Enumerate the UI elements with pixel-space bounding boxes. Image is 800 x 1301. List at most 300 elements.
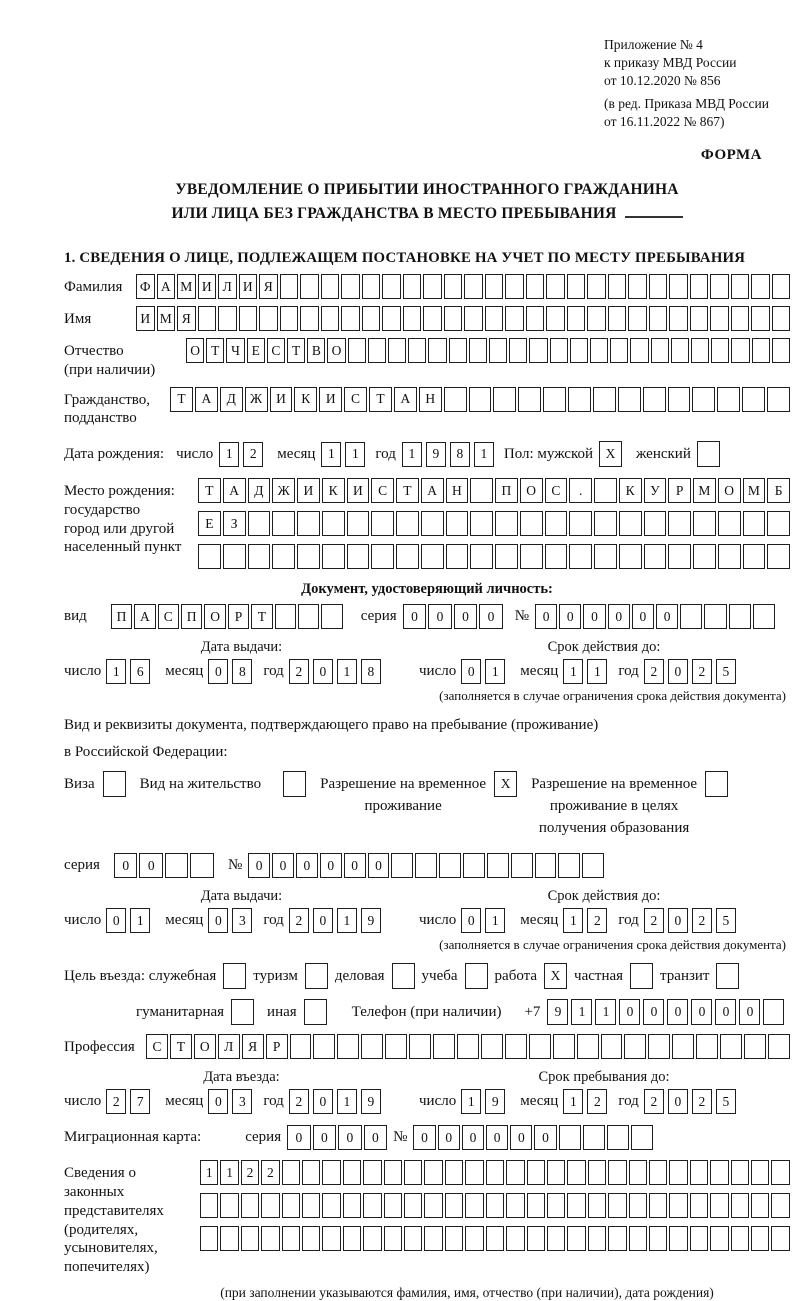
char-box[interactable]	[608, 306, 627, 331]
char-box[interactable]: 0	[296, 853, 318, 878]
char-box[interactable]	[649, 1160, 667, 1185]
phone-input[interactable]	[547, 999, 784, 1025]
char-box[interactable]	[408, 338, 426, 363]
char-box[interactable]	[464, 274, 483, 299]
char-box[interactable]	[520, 544, 543, 569]
stay-month-input[interactable]	[563, 1089, 607, 1114]
char-box[interactable]	[772, 338, 790, 363]
residence-expiry-month-input[interactable]	[563, 908, 607, 933]
char-box[interactable]: А	[394, 387, 417, 412]
char-box[interactable]: И	[198, 274, 217, 299]
char-box[interactable]: Т	[369, 387, 392, 412]
doc-expiry-year-input[interactable]	[644, 659, 736, 684]
mc-number-input[interactable]	[413, 1125, 653, 1150]
char-box[interactable]	[543, 387, 566, 412]
char-box[interactable]	[198, 544, 221, 569]
char-box[interactable]: 0	[535, 604, 557, 629]
char-box[interactable]	[619, 544, 642, 569]
char-box[interactable]	[382, 306, 401, 331]
char-box[interactable]	[275, 604, 296, 629]
char-box[interactable]	[628, 274, 647, 299]
char-box[interactable]	[362, 274, 381, 299]
char-box[interactable]	[610, 338, 628, 363]
char-box[interactable]: Т	[170, 1034, 192, 1059]
char-box[interactable]: С	[158, 604, 179, 629]
char-box[interactable]: К	[322, 478, 345, 503]
char-box[interactable]	[692, 387, 715, 412]
char-box[interactable]: 0	[479, 604, 503, 629]
representatives-line3-input[interactable]	[200, 1226, 790, 1251]
char-box[interactable]: 0	[510, 1125, 532, 1150]
birth-year-input[interactable]	[402, 442, 494, 467]
char-box[interactable]: X	[599, 441, 622, 467]
char-box[interactable]: 0	[313, 908, 333, 933]
char-box[interactable]	[424, 1226, 442, 1251]
char-box[interactable]	[322, 1226, 340, 1251]
char-box[interactable]	[280, 306, 299, 331]
char-box[interactable]	[527, 1160, 545, 1185]
visa-checkbox[interactable]	[103, 771, 126, 797]
char-box[interactable]: Т	[198, 478, 221, 503]
char-box[interactable]	[582, 853, 604, 878]
char-box[interactable]	[569, 511, 592, 536]
char-box[interactable]	[190, 853, 214, 878]
char-box[interactable]	[223, 544, 246, 569]
char-box[interactable]	[469, 338, 487, 363]
char-box[interactable]	[421, 511, 444, 536]
char-box[interactable]: И	[270, 387, 293, 412]
char-box[interactable]	[690, 274, 709, 299]
char-box[interactable]: Н	[446, 478, 469, 503]
char-box[interactable]	[743, 511, 766, 536]
char-box[interactable]	[220, 1226, 238, 1251]
char-box[interactable]	[283, 771, 306, 797]
char-box[interactable]: 9	[426, 442, 446, 467]
char-box[interactable]	[618, 387, 641, 412]
char-box[interactable]: 0	[344, 853, 366, 878]
char-box[interactable]: 5	[716, 908, 736, 933]
char-box[interactable]	[433, 1034, 455, 1059]
char-box[interactable]	[669, 1226, 687, 1251]
char-box[interactable]	[567, 306, 586, 331]
char-box[interactable]	[444, 387, 467, 412]
char-box[interactable]: К	[619, 478, 642, 503]
char-box[interactable]: Т	[170, 387, 193, 412]
char-box[interactable]	[469, 387, 492, 412]
edu-permit-checkbox[interactable]	[705, 771, 728, 797]
char-box[interactable]	[321, 306, 340, 331]
char-box[interactable]	[506, 1160, 524, 1185]
citizenship-input[interactable]	[170, 387, 790, 412]
char-box[interactable]: Я	[177, 306, 196, 331]
char-box[interactable]	[421, 544, 444, 569]
profession-input[interactable]	[146, 1034, 790, 1059]
char-box[interactable]	[771, 1226, 789, 1251]
char-box[interactable]	[649, 306, 668, 331]
char-box[interactable]	[464, 306, 483, 331]
char-box[interactable]: О	[204, 604, 225, 629]
char-box[interactable]	[772, 274, 791, 299]
char-box[interactable]: 0	[272, 853, 294, 878]
char-box[interactable]: 0	[559, 604, 581, 629]
char-box[interactable]	[631, 1125, 653, 1150]
char-box[interactable]: П	[111, 604, 132, 629]
char-box[interactable]: 1	[563, 659, 583, 684]
char-box[interactable]: 1	[563, 908, 583, 933]
char-box[interactable]	[731, 338, 749, 363]
char-box[interactable]: Д	[220, 387, 243, 412]
char-box[interactable]	[220, 1193, 238, 1218]
char-box[interactable]	[619, 511, 642, 536]
char-box[interactable]: Л	[218, 274, 237, 299]
char-box[interactable]	[506, 1193, 524, 1218]
char-box[interactable]	[601, 1034, 623, 1059]
char-box[interactable]: 1	[474, 442, 494, 467]
char-box[interactable]	[649, 1193, 667, 1218]
doc-number-input[interactable]	[535, 604, 775, 629]
char-box[interactable]: 1	[345, 442, 365, 467]
char-box[interactable]	[298, 604, 319, 629]
char-box[interactable]: Р	[266, 1034, 288, 1059]
char-box[interactable]: 1	[321, 442, 341, 467]
residence-expiry-day-input[interactable]	[461, 908, 505, 933]
char-box[interactable]: Л	[218, 1034, 240, 1059]
char-box[interactable]	[690, 1193, 708, 1218]
char-box[interactable]: 0	[534, 1125, 556, 1150]
char-box[interactable]: 3	[232, 908, 252, 933]
char-box[interactable]: 0	[643, 999, 664, 1025]
char-box[interactable]	[239, 306, 258, 331]
char-box[interactable]	[693, 511, 716, 536]
char-box[interactable]: 0	[106, 908, 126, 933]
char-box[interactable]	[767, 511, 790, 536]
char-box[interactable]: Т	[251, 604, 272, 629]
char-box[interactable]: 2	[289, 908, 309, 933]
char-box[interactable]	[550, 338, 568, 363]
char-box[interactable]	[731, 306, 750, 331]
char-box[interactable]	[465, 963, 488, 989]
char-box[interactable]: 1	[337, 1089, 357, 1114]
char-box[interactable]: 2	[106, 1089, 126, 1114]
char-box[interactable]: А	[157, 274, 176, 299]
char-box[interactable]	[322, 511, 345, 536]
char-box[interactable]: Б	[767, 478, 790, 503]
char-box[interactable]	[718, 511, 741, 536]
char-box[interactable]	[742, 387, 765, 412]
char-box[interactable]	[465, 1226, 483, 1251]
doc-series-input[interactable]	[403, 604, 503, 629]
char-box[interactable]	[343, 1160, 361, 1185]
char-box[interactable]: Р	[228, 604, 249, 629]
char-box[interactable]	[261, 1193, 279, 1218]
representatives-line2-input[interactable]	[200, 1193, 790, 1218]
residence-issue-day-input[interactable]	[106, 908, 150, 933]
char-box[interactable]	[731, 1226, 749, 1251]
char-box[interactable]: 1	[485, 908, 505, 933]
char-box[interactable]	[321, 274, 340, 299]
char-box[interactable]: 0	[715, 999, 736, 1025]
char-box[interactable]	[505, 1034, 527, 1059]
char-box[interactable]: 1	[219, 442, 239, 467]
char-box[interactable]: 9	[361, 1089, 381, 1114]
char-box[interactable]	[690, 1160, 708, 1185]
char-box[interactable]: 0	[668, 908, 688, 933]
char-box[interactable]: 1	[587, 659, 607, 684]
char-box[interactable]	[404, 1160, 422, 1185]
char-box[interactable]	[753, 604, 775, 629]
char-box[interactable]	[587, 274, 606, 299]
char-box[interactable]: 8	[361, 659, 381, 684]
char-box[interactable]	[590, 338, 608, 363]
char-box[interactable]	[198, 306, 217, 331]
char-box[interactable]	[481, 1034, 503, 1059]
char-box[interactable]	[711, 338, 729, 363]
char-box[interactable]	[668, 511, 691, 536]
char-box[interactable]: 1	[461, 1089, 481, 1114]
char-box[interactable]: Н	[419, 387, 442, 412]
char-box[interactable]	[710, 1160, 728, 1185]
char-box[interactable]	[465, 1160, 483, 1185]
char-box[interactable]	[347, 511, 370, 536]
char-box[interactable]	[404, 1193, 422, 1218]
char-box[interactable]: 0	[583, 604, 605, 629]
char-box[interactable]: 0	[139, 853, 163, 878]
char-box[interactable]: 2	[644, 908, 664, 933]
char-box[interactable]	[297, 511, 320, 536]
char-box[interactable]: 0	[313, 659, 333, 684]
char-box[interactable]	[343, 1226, 361, 1251]
char-box[interactable]	[767, 544, 790, 569]
char-box[interactable]	[594, 511, 617, 536]
char-box[interactable]	[465, 1193, 483, 1218]
char-box[interactable]	[669, 306, 688, 331]
char-box[interactable]	[568, 387, 591, 412]
char-box[interactable]: 2	[644, 659, 664, 684]
char-box[interactable]	[493, 387, 516, 412]
char-box[interactable]	[388, 338, 406, 363]
char-box[interactable]: М	[177, 274, 196, 299]
char-box[interactable]	[486, 1160, 504, 1185]
char-box[interactable]	[720, 1034, 742, 1059]
char-box[interactable]	[470, 478, 493, 503]
char-box[interactable]	[445, 1193, 463, 1218]
char-box[interactable]	[439, 853, 461, 878]
char-box[interactable]: .	[569, 478, 592, 503]
char-box[interactable]: 8	[232, 659, 252, 684]
char-box[interactable]: 1	[337, 908, 357, 933]
char-box[interactable]	[384, 1226, 402, 1251]
char-box[interactable]: 0	[364, 1125, 388, 1150]
char-box[interactable]	[103, 771, 126, 797]
char-box[interactable]	[445, 1160, 463, 1185]
char-box[interactable]: 5	[716, 1089, 736, 1114]
doc-expiry-day-input[interactable]	[461, 659, 505, 684]
char-box[interactable]	[403, 306, 422, 331]
char-box[interactable]	[384, 1160, 402, 1185]
char-box[interactable]	[449, 338, 467, 363]
char-box[interactable]: 1	[106, 659, 126, 684]
char-box[interactable]	[588, 1160, 606, 1185]
char-box[interactable]	[672, 1034, 694, 1059]
char-box[interactable]	[337, 1034, 359, 1059]
char-box[interactable]	[529, 1034, 551, 1059]
residence-number-input[interactable]	[248, 853, 604, 878]
char-box[interactable]: 6	[130, 659, 150, 684]
char-box[interactable]	[404, 1226, 422, 1251]
char-box[interactable]	[486, 1193, 504, 1218]
char-box[interactable]	[671, 338, 689, 363]
char-box[interactable]	[772, 306, 791, 331]
char-box[interactable]	[577, 1034, 599, 1059]
char-box[interactable]	[363, 1160, 381, 1185]
char-box[interactable]	[608, 1226, 626, 1251]
char-box[interactable]	[347, 544, 370, 569]
char-box[interactable]	[223, 963, 246, 989]
char-box[interactable]	[322, 1160, 340, 1185]
char-box[interactable]	[629, 1226, 647, 1251]
entry-month-input[interactable]	[208, 1089, 252, 1114]
char-box[interactable]	[485, 274, 504, 299]
char-box[interactable]	[547, 1160, 565, 1185]
char-box[interactable]: А	[195, 387, 218, 412]
char-box[interactable]: Д	[248, 478, 271, 503]
char-box[interactable]	[546, 274, 565, 299]
representatives-line1-input[interactable]	[200, 1160, 790, 1185]
char-box[interactable]	[391, 853, 413, 878]
char-box[interactable]: 0	[454, 604, 478, 629]
char-box[interactable]: 9	[547, 999, 568, 1025]
char-box[interactable]	[710, 1193, 728, 1218]
char-box[interactable]	[248, 511, 271, 536]
char-box[interactable]	[322, 544, 345, 569]
char-box[interactable]: X	[544, 963, 567, 989]
char-box[interactable]	[546, 306, 565, 331]
char-box[interactable]: 0	[462, 1125, 484, 1150]
char-box[interactable]	[705, 771, 728, 797]
entry-day-input[interactable]	[106, 1089, 150, 1114]
purpose-private-checkbox[interactable]	[630, 963, 653, 989]
residence-expiry-year-input[interactable]	[644, 908, 736, 933]
char-box[interactable]	[648, 1034, 670, 1059]
char-box[interactable]: Е	[247, 338, 265, 363]
char-box[interactable]: 0	[338, 1125, 362, 1150]
char-box[interactable]: 0	[619, 999, 640, 1025]
birth-place-line2-input[interactable]	[198, 511, 790, 536]
surname-input[interactable]	[136, 274, 790, 299]
char-box[interactable]: Р	[668, 478, 691, 503]
char-box[interactable]: 0	[668, 659, 688, 684]
char-box[interactable]	[710, 1226, 728, 1251]
char-box[interactable]	[304, 999, 327, 1025]
char-box[interactable]	[751, 306, 770, 331]
char-box[interactable]: Ч	[226, 338, 244, 363]
char-box[interactable]	[423, 274, 442, 299]
char-box[interactable]	[231, 999, 254, 1025]
char-box[interactable]	[690, 1226, 708, 1251]
char-box[interactable]	[607, 1125, 629, 1150]
char-box[interactable]	[302, 1160, 320, 1185]
char-box[interactable]	[259, 306, 278, 331]
char-box[interactable]: Я	[242, 1034, 264, 1059]
char-box[interactable]: М	[743, 478, 766, 503]
char-box[interactable]	[485, 306, 504, 331]
char-box[interactable]: 2	[692, 659, 712, 684]
char-box[interactable]: 2	[289, 1089, 309, 1114]
char-box[interactable]	[767, 387, 790, 412]
char-box[interactable]	[341, 306, 360, 331]
char-box[interactable]: 3	[232, 1089, 252, 1114]
char-box[interactable]: С	[371, 478, 394, 503]
char-box[interactable]: 0	[739, 999, 760, 1025]
char-box[interactable]	[423, 306, 442, 331]
char-box[interactable]: П	[495, 478, 518, 503]
char-box[interactable]	[363, 1226, 381, 1251]
char-box[interactable]	[771, 1160, 789, 1185]
purpose-tourism-checkbox[interactable]	[305, 963, 328, 989]
char-box[interactable]	[680, 604, 702, 629]
char-box[interactable]	[526, 274, 545, 299]
char-box[interactable]	[644, 511, 667, 536]
char-box[interactable]: С	[267, 338, 285, 363]
char-box[interactable]: О	[186, 338, 204, 363]
char-box[interactable]	[570, 338, 588, 363]
char-box[interactable]	[643, 387, 666, 412]
char-box[interactable]	[300, 274, 319, 299]
char-box[interactable]: 1	[571, 999, 592, 1025]
char-box[interactable]: 9	[361, 908, 381, 933]
char-box[interactable]: 0	[413, 1125, 435, 1150]
char-box[interactable]	[567, 1193, 585, 1218]
char-box[interactable]: И	[319, 387, 342, 412]
char-box[interactable]: И	[136, 306, 155, 331]
char-box[interactable]: 2	[243, 442, 263, 467]
char-box[interactable]	[771, 1193, 789, 1218]
char-box[interactable]	[690, 306, 709, 331]
char-box[interactable]	[527, 1226, 545, 1251]
char-box[interactable]: 0	[313, 1089, 333, 1114]
char-box[interactable]	[710, 274, 729, 299]
char-box[interactable]	[751, 1160, 769, 1185]
char-box[interactable]	[506, 1226, 524, 1251]
char-box[interactable]: 0	[667, 999, 688, 1025]
char-box[interactable]	[587, 306, 606, 331]
entry-year-input[interactable]	[289, 1089, 381, 1114]
char-box[interactable]	[731, 1160, 749, 1185]
char-box[interactable]: З	[223, 511, 246, 536]
char-box[interactable]: X	[494, 771, 517, 797]
char-box[interactable]	[446, 511, 469, 536]
char-box[interactable]: В	[307, 338, 325, 363]
char-box[interactable]	[362, 306, 381, 331]
char-box[interactable]	[704, 604, 726, 629]
char-box[interactable]	[545, 544, 568, 569]
char-box[interactable]	[527, 1193, 545, 1218]
char-box[interactable]	[165, 853, 189, 878]
char-box[interactable]	[409, 1034, 431, 1059]
char-box[interactable]	[553, 1034, 575, 1059]
char-box[interactable]	[668, 387, 691, 412]
char-box[interactable]: 0	[208, 908, 228, 933]
purpose-study-checkbox[interactable]	[465, 963, 488, 989]
char-box[interactable]	[282, 1193, 300, 1218]
char-box[interactable]: 0	[403, 604, 427, 629]
char-box[interactable]: И	[297, 478, 320, 503]
char-box[interactable]: 2	[692, 908, 712, 933]
char-box[interactable]: Ж	[245, 387, 268, 412]
char-box[interactable]: 2	[692, 1089, 712, 1114]
char-box[interactable]	[669, 1160, 687, 1185]
char-box[interactable]: 2	[587, 908, 607, 933]
